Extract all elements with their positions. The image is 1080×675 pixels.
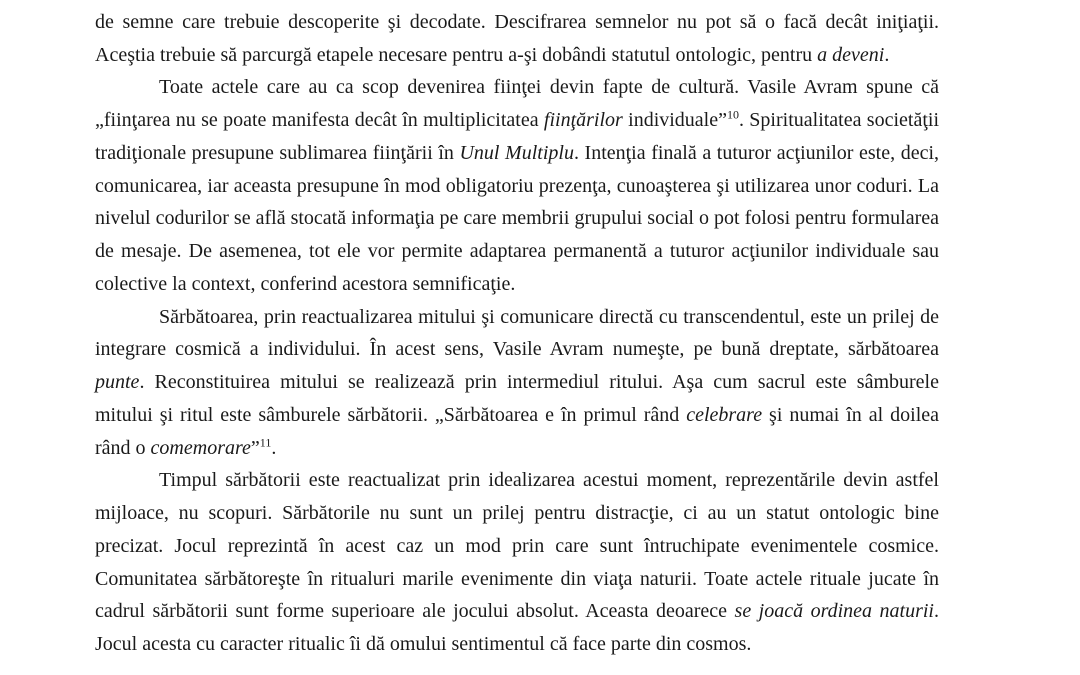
italic-phrase: fiinţărilor	[543, 109, 623, 131]
text-run: de semne care trebuie descoperite şi decodate. Descifrarea semnelor nu pot să o facă decât iniţiaţii. Aceştia trebuie să parcurgă etapele necesare pentru a-şi dobândi statutul ontologic, pentru	[95, 10, 939, 66]
text-run: . Reconstituirea mitului se realizează prin intermediul ritului. Aşa cum sacrul este sâmburele mitului şi ritul este sâmburele sărbătorii. „Sărbătoarea e în primul rând	[95, 371, 939, 426]
footnote-marker: 11	[259, 434, 272, 449]
italic-phrase: Unul Multiplu	[459, 141, 574, 164]
text-run: . Jocul acesta cu caracter ritualic îi dă omului sentimentul că face parte din cosmos.	[95, 600, 939, 655]
text-run: . Spiritualitatea societăţii tradiţionale presupune sublimarea fiinţării în	[95, 109, 939, 164]
italic-phrase: a deveni	[817, 43, 885, 66]
text-run: Sărbătoarea, prin reactualizarea mitului şi comunicare directă cu transcendentul, este un prilej de integrare cosmică a individului. În acest sens, Vasile Avram numeşte, pe bună dreptate, sărbătoarea	[95, 305, 939, 361]
text-run: Timpul sărbătorii este reactualizat prin idealizarea acestui moment, reprezentările devin astfel mijloace, nu scopuri. Sărbătorile nu sunt un prilej pentru distracţie, ci au un statut ontologic bine precizat. Jocul reprezintă în acest caz un mod prin care sunt întruchipate evenimentele cosmice. Comunitatea sărbătoreşte în ritualuri marile evenimente din viaţa naturii. Toate actele rituale jucate în cadrul sărbătorii sunt forme superioare ale jocului absolut. Aceasta deoarece	[95, 469, 939, 623]
text-run: .	[271, 436, 277, 459]
body-text	[95, 0, 939, 661]
paragraph	[95, 464, 939, 661]
text-run: Toate actele care au ca scop devenirea fiinţei devin fapte de cultură. Vasile Avram spune că „fiinţarea nu se poate manifesta decât în multiplicitatea	[95, 76, 939, 131]
paragraph	[95, 71, 939, 300]
text-run: .	[884, 43, 890, 66]
text-run: şi numai în al doilea rând o	[95, 403, 939, 459]
paragraph	[95, 301, 939, 465]
footnote-marker: 10	[727, 107, 739, 122]
italic-phrase: celebrare	[686, 403, 763, 426]
text-run: ”	[250, 436, 260, 459]
text-run: . Intenţia finală a tuturor acţiunilor este, deci, comunicarea, iar aceasta presupune în mod obligatoriu prezenţa, cunoaşterea şi utilizarea unor coduri. La nivelul codurilor se află stocată informaţia pe care membrii grupului social o pot folosi pentru formularea de mesaje. De asemenea, tot ele vor permite adaptarea permanentă a tuturor acţiunilor individuale sau colective la context, conferind acestora semnificaţie.	[95, 141, 940, 295]
italic-phrase: se joacă ordinea naturii	[734, 600, 934, 623]
text-run: individuale”	[622, 109, 727, 131]
italic-phrase: punte	[95, 371, 140, 393]
paragraph	[95, 0, 939, 71]
italic-phrase: comemorare	[150, 436, 251, 459]
